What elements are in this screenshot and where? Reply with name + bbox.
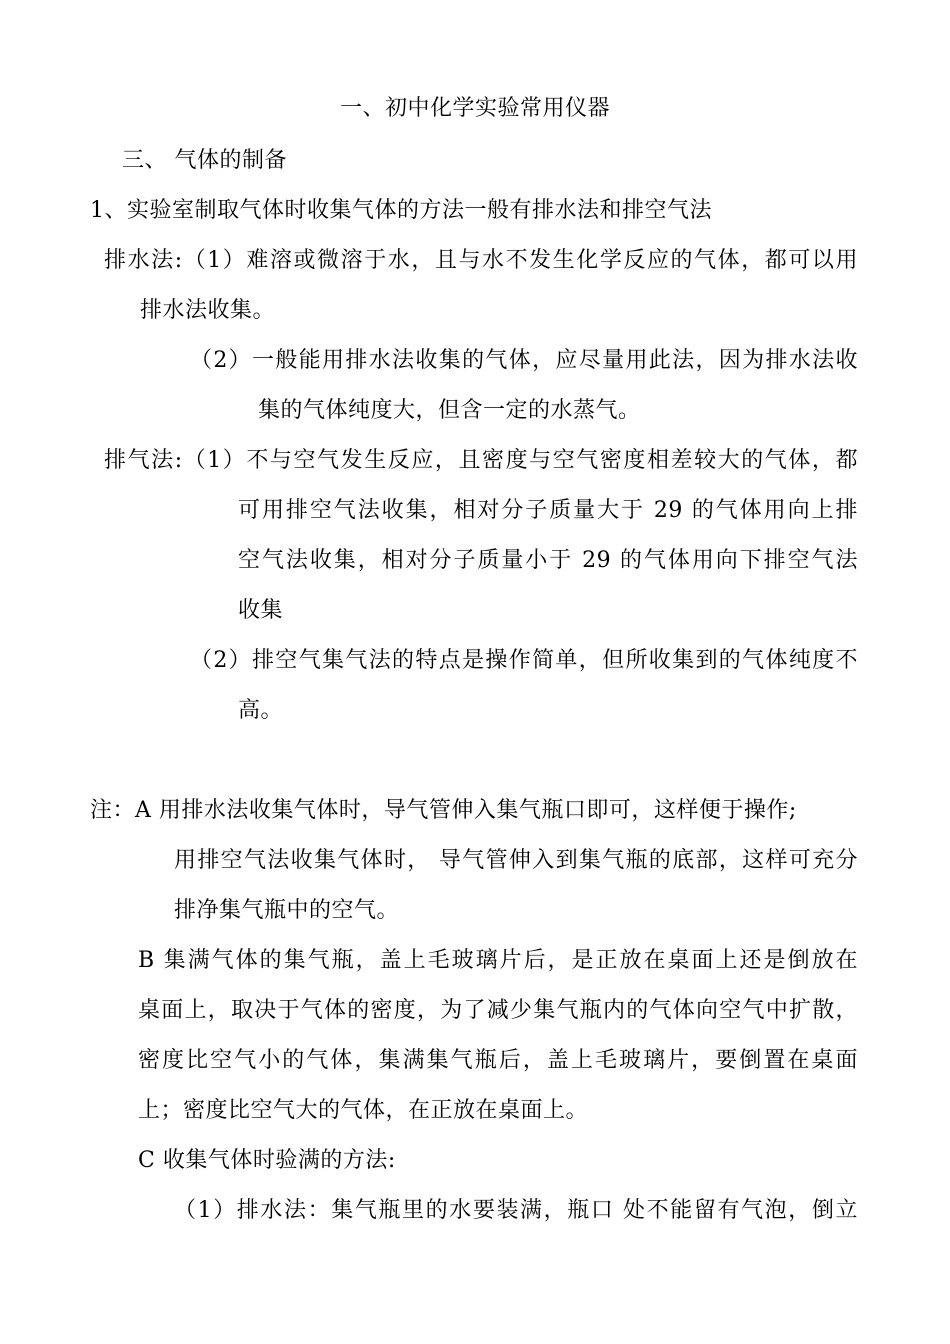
air-method-line-4: 收集 — [238, 598, 284, 623]
air-method-point-2-line-2: 高。 — [238, 698, 284, 723]
water-method-line-1: 排水法:（1）难溶或微溶于水，且与水不发生化学反应的气体，都可以用 — [104, 248, 858, 273]
note-c-line-2: （1）排水法：集气瓶里的水要装满，瓶口 处不能留有气泡，倒立 — [174, 1198, 858, 1223]
note-c-line-1: C 收集气体时验满的方法: — [138, 1148, 396, 1173]
note-b-line-3: 密度比空气小的气体，集满集气瓶后，盖上毛玻璃片，要倒置在桌面 — [138, 1048, 858, 1073]
note-b-line-4: 上；密度比空气大的气体，在正放在桌面上。 — [138, 1098, 589, 1123]
document-title: 一、初中化学实验常用仪器 — [339, 96, 610, 121]
water-method-point-2-line-2: 集的气体纯度大，但含一定的水蒸气。 — [258, 398, 641, 423]
note-a-line-2: 用排空气法收集气体时， 导气管伸入到集气瓶的底部，这样可充分 — [174, 848, 858, 873]
air-method-line-2: 可用排空气法收集，相对分子质量大于 29 的气体用向上排 — [238, 498, 858, 523]
air-method-point-2-line-1: （2）排空气集气法的特点是操作简单，但所收集到的气体纯度不 — [190, 648, 858, 673]
note-a-line-1: 注：A 用排水法收集气体时，导气管伸入集气瓶口即可，这样便于操作; — [90, 798, 797, 823]
air-method-line-3: 空气法收集，相对分子质量小于 29 的气体用向下排空气法 — [238, 548, 858, 573]
paragraph-item-1: 1、实验室制取气体时收集气体的方法一般有排水法和排空气法 — [90, 198, 712, 223]
air-method-line-1: 排气法:（1）不与空气发生反应，且密度与空气密度相差较大的气体，都 — [104, 448, 858, 473]
water-method-line-2: 排水法收集。 — [140, 298, 276, 323]
section-heading: 三、 气体的制备 — [122, 148, 287, 173]
water-method-point-2-line-1: （2）一般能用排水法收集的气体，应尽量用此法，因为排水法收 — [190, 348, 858, 373]
note-a-line-3: 排净集气瓶中的空气。 — [174, 898, 400, 923]
note-b-line-2: 桌面上，取决于气体的密度，为了减少集气瓶内的气体向空气中扩散， — [138, 998, 858, 1023]
note-b-line-1: B 集满气体的集气瓶，盖上毛玻璃片后，是正放在桌面上还是倒放在 — [138, 948, 858, 973]
